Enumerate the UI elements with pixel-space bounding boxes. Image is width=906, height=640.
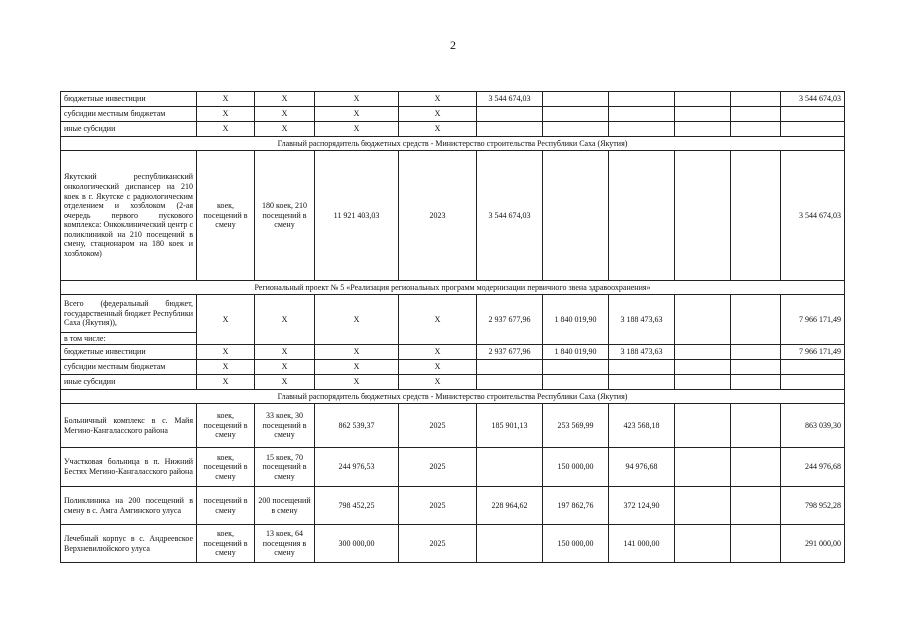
cell-v3: 3 188 473,63	[609, 345, 675, 360]
table-row	[61, 375, 845, 390]
cell-c4: Х	[399, 345, 477, 360]
cell-v4	[675, 525, 731, 563]
table-row	[61, 487, 845, 525]
cell-v5	[731, 92, 781, 107]
cell-v2	[543, 107, 609, 122]
cell-v2	[543, 92, 609, 107]
cell-total: 244 976,68	[781, 448, 845, 487]
cell-v3: 94 976,68	[609, 448, 675, 487]
cell-c1: Х	[197, 360, 255, 375]
row-name: субсидии местным бюджетам	[61, 107, 197, 122]
page-number: 2	[450, 38, 456, 52]
cell-v5	[731, 404, 781, 448]
section-header: Главный распорядитель бюджетных средств - Министерство строительства Республики Саха (Якутия)	[61, 390, 845, 404]
cell-c2: 180 коек, 210 посещений в смену	[255, 151, 315, 281]
cell-v2: 1 840 019,90	[543, 345, 609, 360]
cell-total	[781, 107, 845, 122]
cell-v1	[477, 360, 543, 375]
cell-c2: Х	[255, 375, 315, 390]
cell-c3: 300 000,00	[315, 525, 399, 563]
cell-v5	[731, 375, 781, 390]
cell-v4	[675, 404, 731, 448]
cell-c4: Х	[399, 92, 477, 107]
cell-v3	[609, 375, 675, 390]
cell-c2: Х	[255, 92, 315, 107]
cell-c1: коек, посещений в смену	[197, 151, 255, 281]
cell-v3	[609, 107, 675, 122]
cell-v4	[675, 107, 731, 122]
cell-c4: Х	[399, 122, 477, 137]
cell-v2: 150 000,00	[543, 448, 609, 487]
cell-c1: Х	[197, 295, 255, 345]
cell-c1: Х	[197, 107, 255, 122]
total-row	[61, 295, 845, 333]
cell-c1: посещений в смену	[197, 487, 255, 525]
cell-c3: Х	[315, 360, 399, 375]
cell-v5	[731, 487, 781, 525]
cell-v1: 3 544 674,03	[477, 151, 543, 281]
cell-v3	[609, 122, 675, 137]
cell-c4: Х	[399, 295, 477, 345]
cell-c3: 862 539,37	[315, 404, 399, 448]
cell-c2: 15 коек, 70 посещений в смену	[255, 448, 315, 487]
cell-v5	[731, 295, 781, 345]
cell-v4	[675, 122, 731, 137]
cell-total	[781, 375, 845, 390]
cell-c3: Х	[315, 107, 399, 122]
cell-v2: 1 840 019,90	[543, 295, 609, 345]
row-name: Участковая больница в п. Нижний Бестях Мегино-Кангаласского района	[61, 448, 197, 487]
cell-c4: 2025	[399, 404, 477, 448]
cell-v4	[675, 360, 731, 375]
cell-v2: 150 000,00	[543, 525, 609, 563]
row-name: Лечебный корпус в с. Андреевское Верхневилюйского улуса	[61, 525, 197, 563]
cell-total: 798 952,28	[781, 487, 845, 525]
row-name: Всего (федеральный бюджет, государственный бюджет Республики Саха (Якутия)),	[61, 295, 197, 333]
cell-v1	[477, 122, 543, 137]
table-row	[61, 360, 845, 375]
section-header: Региональный проект № 5 «Реализация региональных программ модернизации первичного звена здравоохранения»	[61, 281, 845, 295]
table-row	[61, 345, 845, 360]
row-name: Больничный комплекс в с. Майя Мегино-Кангаласского района	[61, 404, 197, 448]
cell-c3: 244 976,53	[315, 448, 399, 487]
cell-v4	[675, 92, 731, 107]
table-row	[61, 525, 845, 563]
cell-c4: Х	[399, 375, 477, 390]
cell-total: 3 544 674,03	[781, 92, 845, 107]
cell-v2: 197 862,76	[543, 487, 609, 525]
cell-v4	[675, 487, 731, 525]
cell-v4	[675, 345, 731, 360]
cell-c2: Х	[255, 360, 315, 375]
cell-v5	[731, 448, 781, 487]
row-name: иные субсидии	[61, 122, 197, 137]
cell-v4	[675, 151, 731, 281]
cell-v1: 228 964,62	[477, 487, 543, 525]
cell-total: 291 000,00	[781, 525, 845, 563]
cell-v1	[477, 448, 543, 487]
cell-total: 3 544 674,03	[781, 151, 845, 281]
cell-v1: 2 937 677,96	[477, 295, 543, 345]
row-name: иные субсидии	[61, 375, 197, 390]
cell-v5	[731, 107, 781, 122]
row-name: бюджетные инвестиции	[61, 345, 197, 360]
cell-c3: Х	[315, 295, 399, 345]
cell-c3: Х	[315, 122, 399, 137]
row-name: субсидии местным бюджетам	[61, 360, 197, 375]
cell-total: 7 966 171,49	[781, 295, 845, 345]
cell-c2: 33 коек, 30 посещений в смену	[255, 404, 315, 448]
cell-v3: 423 568,18	[609, 404, 675, 448]
cell-total	[781, 122, 845, 137]
row-name: Поликлиника на 200 посещений в смену в с. Амга Амгинского улуса	[61, 487, 197, 525]
cell-c2: 13 коек, 64 посещения в смену	[255, 525, 315, 563]
cell-total: 7 966 171,49	[781, 345, 845, 360]
cell-v1: 3 544 674,03	[477, 92, 543, 107]
cell-c4: Х	[399, 360, 477, 375]
cell-v3: 3 188 473,63	[609, 295, 675, 345]
cell-v5	[731, 345, 781, 360]
cell-c3: Х	[315, 345, 399, 360]
table-body	[61, 92, 845, 563]
cell-c2: Х	[255, 295, 315, 345]
cell-c1: Х	[197, 345, 255, 360]
cell-c2: 200 посещений в смену	[255, 487, 315, 525]
section-header: Главный распорядитель бюджетных средств - Министерство строительства Республики Саха (Якутия)	[61, 137, 845, 151]
cell-c1: коек, посещений в смену	[197, 525, 255, 563]
cell-v2	[543, 360, 609, 375]
row-name: Якутский республиканский онкологический диспансер на 210 коек в г. Якутске с радиологическим отделением и хозблоком (2-ая очередь первого пускового комплекса: Онкоклинический центр с поликлиникой на 210 посещений в смену, стационаром на 180 коек и хозблоком)	[61, 151, 197, 281]
budget-table	[60, 91, 845, 563]
cell-c3: 11 921 403,03	[315, 151, 399, 281]
section-header-row	[61, 281, 845, 295]
cell-c3: 798 452,25	[315, 487, 399, 525]
cell-v1	[477, 375, 543, 390]
cell-c4: 2025	[399, 525, 477, 563]
cell-v5	[731, 525, 781, 563]
table-row	[61, 107, 845, 122]
cell-total	[781, 360, 845, 375]
cell-v1: 2 937 677,96	[477, 345, 543, 360]
cell-v3: 141 000,00	[609, 525, 675, 563]
cell-v5	[731, 360, 781, 375]
cell-v4	[675, 448, 731, 487]
cell-v1	[477, 525, 543, 563]
table-row	[61, 151, 845, 281]
cell-c4: 2025	[399, 487, 477, 525]
cell-c1: Х	[197, 92, 255, 107]
cell-v3	[609, 92, 675, 107]
table-row	[61, 122, 845, 137]
cell-v4	[675, 375, 731, 390]
cell-v1: 185 901,13	[477, 404, 543, 448]
cell-c1: Х	[197, 122, 255, 137]
cell-c2: Х	[255, 107, 315, 122]
cell-v2	[543, 122, 609, 137]
cell-c1: коек, посещений в смену	[197, 404, 255, 448]
cell-v1	[477, 107, 543, 122]
cell-c4: 2025	[399, 448, 477, 487]
cell-c4: Х	[399, 107, 477, 122]
cell-c1: Х	[197, 375, 255, 390]
cell-c3: Х	[315, 92, 399, 107]
cell-c1: коек, посещений в смену	[197, 448, 255, 487]
cell-c4: 2023	[399, 151, 477, 281]
table-row	[61, 92, 845, 107]
cell-c3: Х	[315, 375, 399, 390]
cell-c2: Х	[255, 345, 315, 360]
cell-v5	[731, 151, 781, 281]
row-name: бюджетные инвестиции	[61, 92, 197, 107]
cell-v3: 372 124,90	[609, 487, 675, 525]
table-row	[61, 448, 845, 487]
table-row	[61, 404, 845, 448]
cell-total: 863 039,30	[781, 404, 845, 448]
cell-v5	[731, 122, 781, 137]
cell-v2: 253 569,99	[543, 404, 609, 448]
cell-v2	[543, 375, 609, 390]
row-subnote: в том числе:	[61, 333, 197, 345]
cell-c2: Х	[255, 122, 315, 137]
cell-v3	[609, 151, 675, 281]
cell-v3	[609, 360, 675, 375]
section-header-row	[61, 137, 845, 151]
section-header-row	[61, 390, 845, 404]
cell-v2	[543, 151, 609, 281]
cell-v4	[675, 295, 731, 345]
